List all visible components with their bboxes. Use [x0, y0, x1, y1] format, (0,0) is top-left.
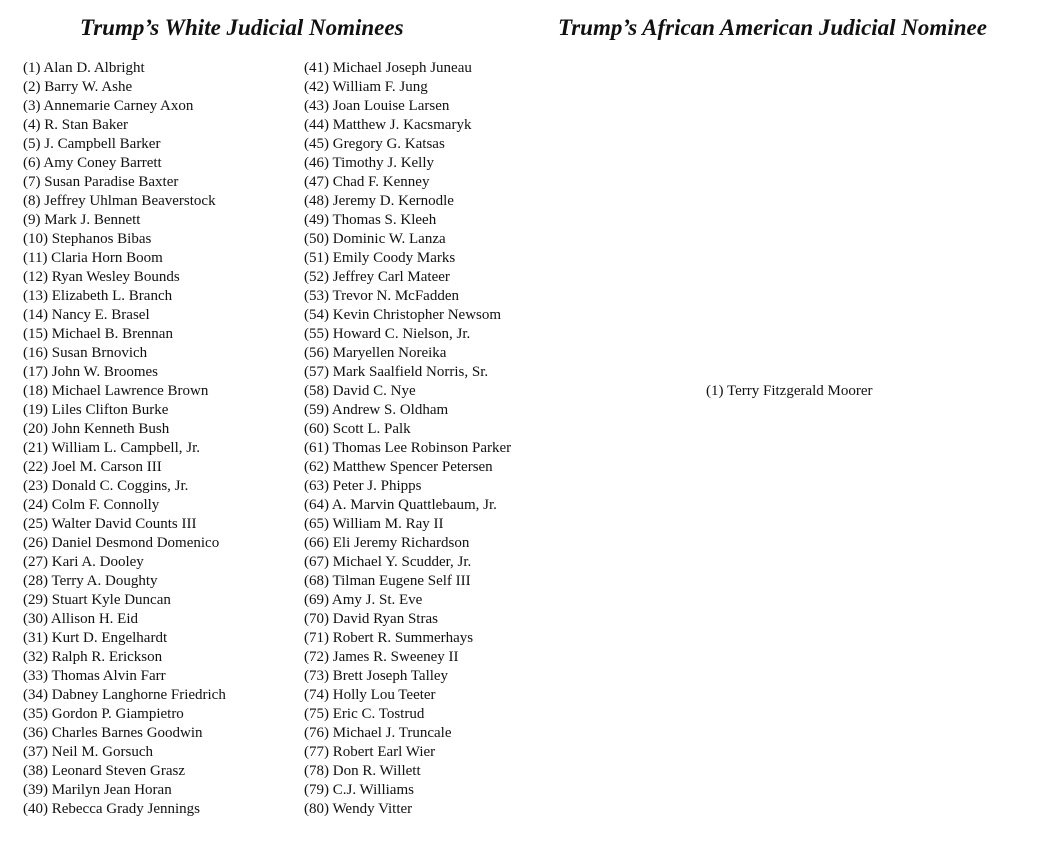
- nominee-list-item: (28) Terry A. Doughty: [23, 573, 158, 589]
- nominee-list-item: (66) Eli Jeremy Richardson: [304, 535, 470, 551]
- nominee-list-item: (29) Stuart Kyle Duncan: [23, 592, 171, 608]
- nominee-list-item: (5) J. Campbell Barker: [23, 136, 161, 152]
- nominee-list-item: (16) Susan Brnovich: [23, 345, 148, 361]
- nominee-list-item: (80) Wendy Vitter: [304, 801, 413, 817]
- nominee-list-item: (78) Don R. Willett: [304, 763, 421, 779]
- nominee-list-item: (12) Ryan Wesley Bounds: [23, 269, 180, 285]
- nominee-list-item: (41) Michael Joseph Juneau: [304, 60, 472, 76]
- nominee-list-item: (57) Mark Saalfield Norris, Sr.: [304, 364, 489, 380]
- white-nominees-list-col1: [23, 59, 226, 819]
- nominee-list-item: (46) Timothy J. Kelly: [304, 155, 435, 171]
- nominee-list-item: (56) Maryellen Noreika: [304, 345, 447, 361]
- nominee-list-item: (6) Amy Coney Barrett: [23, 155, 162, 171]
- nominee-list-item: (71) Robert R. Summerhays: [304, 630, 474, 646]
- nominee-list-item: (14) Nancy E. Brasel: [23, 307, 150, 323]
- nominee-list-item: (33) Thomas Alvin Farr: [23, 668, 166, 684]
- nominee-list-item: (47) Chad F. Kenney: [304, 174, 430, 190]
- nominee-list-item: (55) Howard C. Nielson, Jr.: [304, 326, 471, 342]
- nominee-list-item: (7) Susan Paradise Baxter: [23, 174, 179, 190]
- nominee-list-item: (9) Mark J. Bennett: [23, 212, 141, 228]
- nominee-list-item: (31) Kurt D. Engelhardt: [23, 630, 168, 646]
- nominee-list-item: (39) Marilyn Jean Horan: [23, 782, 172, 798]
- nominee-list-item: (42) William F. Jung: [304, 79, 428, 95]
- nominee-list-item: (43) Joan Louise Larsen: [304, 98, 450, 114]
- nominee-list-item: (61) Thomas Lee Robinson Parker: [304, 440, 512, 456]
- nominee-list-item: (69) Amy J. St. Eve: [304, 592, 423, 608]
- nominee-list-item: (48) Jeremy D. Kernodle: [304, 193, 454, 209]
- nominee-list-item: (34) Dabney Langhorne Friedrich: [23, 687, 226, 703]
- nominee-list-item: (32) Ralph R. Erickson: [23, 649, 163, 665]
- white-nominees-list-col2: [304, 59, 511, 819]
- nominee-list-item: (26) Daniel Desmond Domenico: [23, 535, 220, 551]
- white-nominees-title: Trump’s White Judicial Nominees: [80, 15, 404, 40]
- nominee-list-item: (59) Andrew S. Oldham: [304, 402, 449, 418]
- nominee-list-item: (1) Alan D. Albright: [23, 60, 145, 76]
- nominee-list-item: (11) Claria Horn Boom: [23, 250, 163, 266]
- nominee-list-item: (38) Leonard Steven Grasz: [23, 763, 186, 779]
- nominee-list-item: (35) Gordon P. Giampietro: [23, 706, 184, 722]
- nominee-list-item: (23) Donald C. Coggins, Jr.: [23, 478, 189, 494]
- nominee-list-item: (18) Michael Lawrence Brown: [23, 383, 209, 399]
- nominee-list-item: (70) David Ryan Stras: [304, 611, 438, 627]
- nominee-list-item: (19) Liles Clifton Burke: [23, 402, 169, 418]
- nominee-list-item: (1) Terry Fitzgerald Moorer: [706, 383, 873, 399]
- nominee-list-item: (50) Dominic W. Lanza: [304, 231, 446, 247]
- nominee-list-item: (13) Elizabeth L. Branch: [23, 288, 173, 304]
- nominee-list-item: (60) Scott L. Palk: [304, 421, 411, 437]
- nominee-list-item: (74) Holly Lou Teeter: [304, 687, 436, 703]
- nominee-list-item: (65) William M. Ray II: [304, 516, 444, 532]
- nominee-list-item: (45) Gregory G. Katsas: [304, 136, 445, 152]
- nominee-list-item: (37) Neil M. Gorsuch: [23, 744, 153, 760]
- nominee-list-item: (10) Stephanos Bibas: [23, 231, 152, 247]
- nominee-list-item: (30) Allison H. Eid: [23, 611, 138, 627]
- nominee-list-item: (51) Emily Coody Marks: [304, 250, 456, 266]
- nominee-list-item: (73) Brett Joseph Talley: [304, 668, 449, 684]
- nominee-list-item: (27) Kari A. Dooley: [23, 554, 144, 570]
- nominee-list-item: (8) Jeffrey Uhlman Beaverstock: [23, 193, 216, 209]
- nominee-list-item: (22) Joel M. Carson III: [23, 459, 162, 475]
- nominee-list-item: (15) Michael B. Brennan: [23, 326, 173, 342]
- nominee-list-item: (20) John Kenneth Bush: [23, 421, 170, 437]
- nominee-list-item: (58) David C. Nye: [304, 383, 416, 399]
- nominee-list-item: (54) Kevin Christopher Newsom: [304, 307, 502, 323]
- nominee-list-item: (67) Michael Y. Scudder, Jr.: [304, 554, 472, 570]
- nominee-list-item: (76) Michael J. Truncale: [304, 725, 452, 741]
- african-american-nominee-title: Trump’s African American Judicial Nominee: [558, 15, 987, 40]
- nominee-list-item: (40) Rebecca Grady Jennings: [23, 801, 201, 817]
- nominee-list-item: (75) Eric C. Tostrud: [304, 706, 425, 722]
- nominee-list-item: (3) Annemarie Carney Axon: [23, 98, 194, 114]
- nominee-list-item: (4) R. Stan Baker: [23, 117, 128, 133]
- nominee-list-item: (17) John W. Broomes: [23, 364, 158, 380]
- nominee-list-item: (52) Jeffrey Carl Mateer: [304, 269, 450, 285]
- nominee-list-item: (44) Matthew J. Kacsmaryk: [304, 117, 472, 133]
- nominee-list-item: (25) Walter David Counts III: [23, 516, 197, 532]
- nominee-list-item: (64) A. Marvin Quattlebaum, Jr.: [304, 497, 497, 513]
- nominee-list-item: (53) Trevor N. McFadden: [304, 288, 459, 304]
- nominee-list-item: (36) Charles Barnes Goodwin: [23, 725, 203, 741]
- nominee-list-item: (68) Tilman Eugene Self III: [304, 573, 471, 589]
- nominee-list-item: (63) Peter J. Phipps: [304, 478, 422, 494]
- nominee-list-item: (62) Matthew Spencer Petersen: [304, 459, 493, 475]
- nominee-list-item: (2) Barry W. Ashe: [23, 79, 133, 95]
- nominee-list-item: (72) James R. Sweeney II: [304, 649, 459, 665]
- nominee-list-item: (21) William L. Campbell, Jr.: [23, 440, 201, 456]
- nominee-list-item: (79) C.J. Williams: [304, 782, 414, 798]
- nominee-list-item: (49) Thomas S. Kleeh: [304, 212, 437, 228]
- african-american-nominees-list: [706, 382, 873, 401]
- nominee-list-item: (77) Robert Earl Wier: [304, 744, 436, 760]
- nominee-list-item: (24) Colm F. Connolly: [23, 497, 160, 513]
